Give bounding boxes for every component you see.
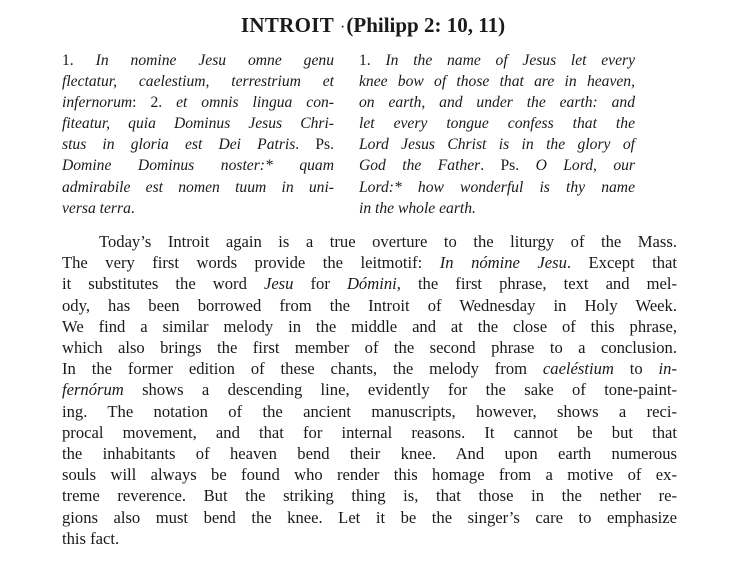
- commentary-line: Today’s Introit again is a true overture to the liturgy of the Mass.: [99, 232, 677, 251]
- commentary-line: fernórum shows a descending line, evidently for the sake of tone-paint-: [62, 380, 677, 400]
- section-heading: [0, 12, 746, 41]
- english-line: let every tongue confess that the: [359, 115, 635, 133]
- latin-column: [62, 50, 334, 219]
- commentary-line: it substitutes the word Jesu for Dómini, the first phrase, text and mel-: [62, 274, 678, 294]
- latin-line: versa terra.: [62, 199, 135, 217]
- commentary-line: The very first words provide the leitmotif: In nómine Jesu. Except that: [62, 253, 677, 273]
- english-line: in the whole earth.: [359, 199, 476, 217]
- english-line: knee bow of those that are in heaven,: [359, 73, 635, 91]
- commentary-line: gions also must bend the knee. Let it be the singer’s care to emphasize: [62, 507, 677, 527]
- commentary-line: ody, has been borrowed from the Introit of Wednesday in Holy Week.: [62, 295, 677, 315]
- english-line: 1. In the name of Jesus let every: [359, 52, 636, 69]
- latin-line: Domine Dominus noster:* quam: [62, 157, 334, 175]
- latin-line: 1. In nomine Jesu omne genu: [62, 52, 334, 69]
- english-line: Lord Jesus Christ is in the glory of: [359, 136, 635, 154]
- commentary-line: We find a similar melody in the middle and at the close of this phrase,: [62, 316, 677, 336]
- commentary-line: In the former edition of these chants, the melody from caeléstium to in-: [62, 359, 677, 379]
- heading-mark: ·: [340, 19, 346, 36]
- commentary-line: treme reverence. But the striking thing is, that those in the nether re-: [62, 486, 677, 506]
- commentary-line: procal movement, and that for internal reasons. It cannot be but that: [62, 422, 677, 442]
- heading-title: INTROIT: [240, 13, 335, 37]
- english-line: on earth, and under the earth: and: [359, 94, 635, 112]
- latin-line: fiteatur, quia Dominus Jesus Chri-: [62, 115, 334, 133]
- english-column: [359, 50, 635, 219]
- heading-reference: (Philipp 2: 10, 11): [346, 13, 506, 37]
- commentary-line: ing. The notation of the ancient manuscripts, however, shows a reci-: [62, 401, 677, 421]
- english-line: Lord:* how wonderful is thy name: [359, 178, 635, 196]
- latin-line: infernorum: 2. et omnis lingua con-: [62, 94, 334, 112]
- latin-line: flectatur, caelestium, terrestrium et: [62, 73, 334, 91]
- commentary-line: the inhabitants of heaven bend their knee. And upon earth numerous: [62, 444, 677, 464]
- commentary-line: which also brings the first member of the second phrase to a conclusion.: [62, 338, 677, 358]
- commentary-line: this fact.: [62, 528, 120, 548]
- commentary-line: souls will always be found who render this homage from a motive of ex-: [62, 465, 677, 485]
- latin-line: stus in gloria est Dei Patris. Ps.: [62, 136, 334, 154]
- english-line: God the Father. Ps. O Lord, our: [359, 157, 635, 175]
- commentary-paragraph: [62, 231, 677, 549]
- latin-line: admirabile est nomen tuum in uni-: [62, 178, 334, 196]
